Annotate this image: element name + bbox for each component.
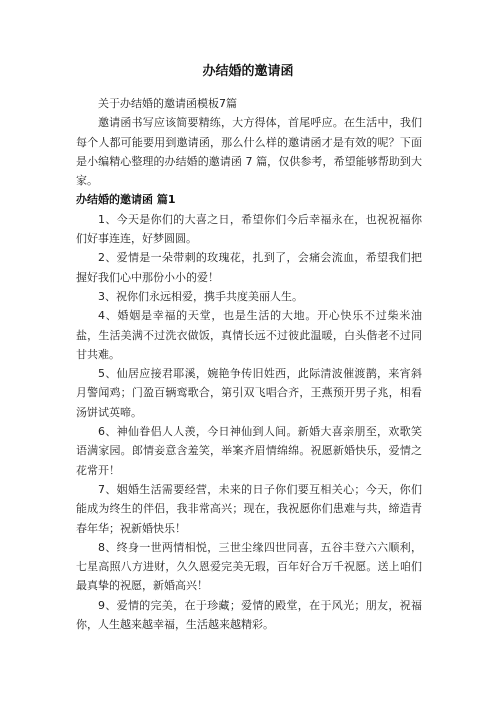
section-heading: 办结婚的邀请函 篇1: [76, 193, 176, 207]
list-item: 5、仙居应接君耶溪，婉艳争传旧姓西，此际清波催渡鹊，来宵斜月警闻鸡；门盈百辆鸾歌合，第引双飞唱合齐，王燕预开男子兆，相看汤饼试英啼。: [76, 367, 422, 419]
list-item: 8、终身一世两情相悦，三世尘缘四世同喜，五谷丰登六六顺利，七星高照八方进财，久久恩爱完美无瑕，百年好合万千祝愿。送上咱们最真挚的祝愿，新婚高兴！: [76, 540, 422, 593]
list-item: 9、爱情的完美，在于珍藏；爱情的殿堂，在于风光；朋友，祝福你，人生越来越幸福，生活越来越精彩。: [76, 598, 422, 632]
list-item: 3、祝你们永远相爱，携手共度美丽人生。: [98, 289, 303, 303]
list-item: 1、今天是你们的大喜之日，希望你们今后幸福永在，也祝祝福你们好事连连，好梦圆圆。: [76, 212, 422, 246]
intro-line: 关于办结婚的邀请函模板7篇: [98, 97, 237, 110]
intro-paragraph: 邀请函书写应该简要精练，大方得体，首尾呼应。在生活中，我们每个人都可能要用到邀请函，那么什么样的邀请函才是有效的呢？下面是小编精心整理的办结婚的邀请函 7 篇，仅供参考，希望能够帮助到大家。: [76, 116, 422, 188]
list-item: 7、姻婚生活需要经营，未来的日子你们要互相关心；今天，你们能成为终生的伴侣，我非常高兴；现在，我祝愿你们患难与共，缔造青春年华；祝新婚快乐！: [76, 482, 422, 535]
list-item: 4、婚姻是幸福的天堂，也是生活的大地。开心快乐不过柴米油盐，生活美满不过洗衣做饭，真情长远不过彼此温暖，白头偕老不过同甘共难。: [76, 309, 422, 361]
list-item: 2、爱情是一朵带刺的玫瑰花，扎到了，会痛会流血，希望我们把握好我们心中那份小小的爱！: [76, 251, 422, 284]
list-item: 6、神仙眷侣人人羡，今日神仙到人间。新婚大喜亲朋至，欢歌笑语满家园。郎情妾意含羞笑，举案齐眉情绵绵。祝愿新婚快乐，爱情之花常开！: [76, 425, 422, 477]
document-body: [76, 94, 422, 634]
document-title: 办结婚的邀请函: [202, 64, 294, 79]
